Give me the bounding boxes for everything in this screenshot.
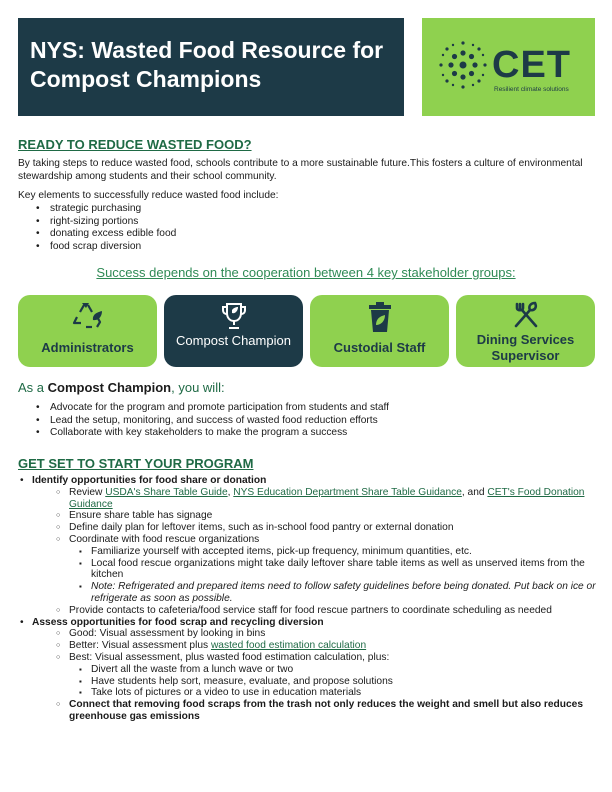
list-item: ○ Best: Visual assessment, plus wasted food estimation calculation, plus: ▪ Divert all the waste from a lunch wave or two ▪ Have students help sort, measure, evaluate, and propose solutions ▪ Take lots of pictures or a video to use in education materials: [32, 652, 598, 699]
document-title: NYS: Wasted Food Resource for Compost Champions: [18, 18, 404, 116]
list-item: • strategic purchasing: [36, 203, 176, 216]
champion-duties-list: [36, 402, 389, 440]
stakeholder-card-compost-champion: [164, 295, 303, 367]
list-item: ○ Connect that removing food scraps from the trash not only reduces the weight and smell but also reduces greenhouse gas emissions: [32, 699, 598, 723]
list-item: • right-sizing portions: [36, 216, 176, 229]
compost-champion-heading: As a Compost Champion, you will:: [18, 380, 225, 395]
logo-dots-icon: [438, 40, 488, 90]
stakeholder-label: Custodial Staff: [333, 340, 426, 355]
list-item: ○ Provide contacts to cafeteria/food service staff for food rescue partners to coordinate scheduling as needed: [32, 605, 598, 617]
cet-food-donation-link[interactable]: CET's Food Donation Guidance: [69, 486, 585, 510]
list-item: ○ Better: Visual assessment plus wasted food estimation calculation: [32, 640, 598, 652]
list-item: • donating excess edible food: [36, 228, 176, 241]
stakeholder-label: Dining Services Supervisor: [476, 332, 575, 363]
estimation-calculation-link[interactable]: wasted food estimation calculation: [210, 640, 367, 652]
list-item: ○ Define daily plan for leftover items, such as in-school food pantry or external donation: [32, 522, 598, 534]
key-elements-list: [36, 203, 176, 253]
trash-can-icon: [366, 301, 394, 333]
list-item: • Assess opportunities for food scrap and recycling diversion ○ Good: Visual assessment by looking in bins ○ Better: Visual assessment plus wasted food estimation calculation ○ Best: Visual assessment, plus wasted food estimation calculation, plus: ▪ Divert all the waste from a lunch wave or two ▪ Have students help sort, measure, evaluate, and propose solutions ▪ Take lots of pictures or a video to use in education materials ○ Connect that removing food scraps from the trash not only reduces the weight and smell but also reduces greenhouse gas emissions: [18, 617, 598, 723]
list-item: ▪ Note: Refrigerated and prepared items need to follow safety guidelines before being donated. Put back on ice or refrigerate as soon as possible.: [69, 581, 598, 605]
usda-share-table-link[interactable]: USDA's Share Table Guide: [105, 486, 228, 498]
list-item: ○ Coordinate with food rescue organizations ▪ Familiarize yourself with accepted items, pick-up frequency, minimum quantities, etc. ▪ Local food rescue organizations might take daily leftover share table items as well as unserved items from the kitchen ▪ Note: Refrigerated and prepared items need to follow safety guidelines before being donated. Put back on ice or refrigerate as soon as possible.: [32, 534, 598, 605]
list-item: ▪ Local food rescue organizations might take daily leftover share table items as well as unserved items from the kitchen: [69, 558, 598, 582]
stakeholder-label: Compost Champion: [176, 333, 291, 348]
list-item: ▪ Have students help sort, measure, evaluate, and propose solutions: [69, 676, 598, 688]
program-steps-list: [18, 475, 598, 723]
ready-heading: READY TO REDUCE WASTED FOOD?: [18, 137, 252, 152]
list-item: • Lead the setup, monitoring, and success of wasted food reduction efforts: [36, 415, 389, 428]
utensils-icon: [511, 301, 541, 331]
nysed-share-table-link[interactable]: NYS Education Department Share Table Guidance: [233, 486, 462, 498]
list-item: • Collaborate with key stakeholders to make the program a success: [36, 427, 389, 440]
list-item: ▪ Take lots of pictures or a video to use in education materials: [69, 687, 598, 699]
stakeholder-label: Administrators: [41, 340, 134, 355]
recycle-icon: [70, 301, 106, 331]
list-item: • food scrap diversion: [36, 241, 176, 254]
list-item: ○ Review USDA's Share Table Guide, NYS Education Department Share Table Guidance, and CET's Food Donation Guidance: [32, 487, 598, 511]
stakeholder-card-dining-services: [456, 295, 595, 367]
stakeholder-card-custodial-staff: [310, 295, 449, 367]
list-item: ▪ Divert all the waste from a lunch wave or two: [69, 664, 598, 676]
trophy-icon: [219, 301, 249, 331]
key-elements-intro: Key elements to successfully reduce wasted food include:: [18, 190, 279, 201]
stakeholder-card-administrators: [18, 295, 157, 367]
list-item: ○ Good: Visual assessment by looking in bins: [32, 628, 598, 640]
get-set-heading: GET SET TO START YOUR PROGRAM: [18, 456, 254, 471]
stakeholders-heading: Success depends on the cooperation between 4 key stakeholder groups:: [96, 265, 516, 280]
list-item: ▪ Familiarize yourself with accepted items, pick-up frequency, minimum quantities, etc.: [69, 546, 598, 558]
logo-wordmark: CET: [492, 44, 571, 86]
cet-logo: [422, 18, 595, 116]
logo-tagline: Resilient climate solutions: [494, 86, 569, 93]
list-item: • Identify opportunities for food share or donation ○ Review USDA's Share Table Guide, NYS Education Department Share Table Guidance, and CET's Food Donation Guidance ○ Ensure share table has signage ○ Define daily plan for leftover items, such as in-school food pantry or external donation ○ Coordinate with food rescue organizations ▪ Familiarize yourself with accepted items, pick-up frequency, minimum quantities, etc. ▪ Local food rescue organizations might take daily leftover share table items as well as unserved items from the kitchen ▪ Note: Refrigerated and prepared items need to follow safety guidelines before being donated. Put back on ice or refrigerate as soon as possible. ○ Provide contacts to cafeteria/food service staff for food rescue partners to coordinate scheduling as needed: [18, 475, 598, 617]
list-item: • Advocate for the program and promote participation from students and staff: [36, 402, 389, 415]
list-item: ○ Ensure share table has signage: [32, 510, 598, 522]
ready-intro: By taking steps to reduce wasted food, schools contribute to a more sustainable future.This fosters a culture of environmental stewardship among students and their school community.: [18, 158, 583, 182]
